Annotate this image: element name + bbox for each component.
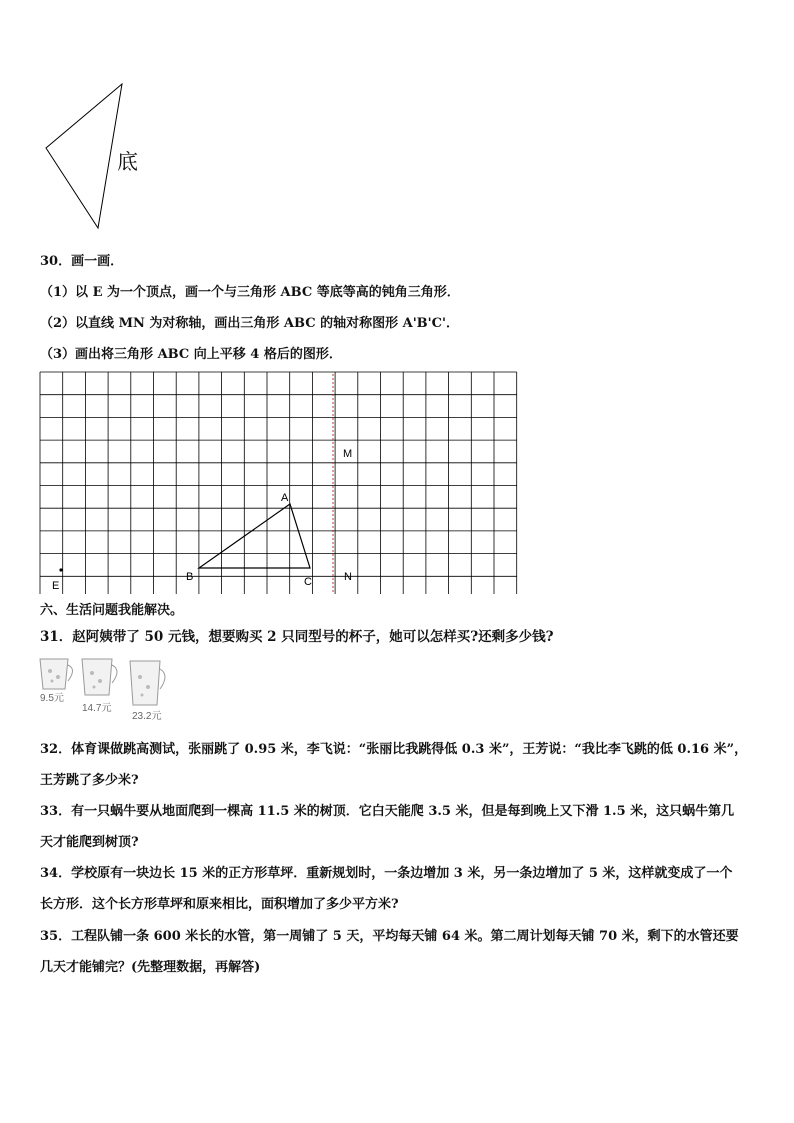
cup-1 xyxy=(40,659,73,689)
q30-item-1: （1）以 E 为一个顶点，画一个与三角形 ABC 等底等高的钝角三角形． xyxy=(40,285,460,300)
label-c: C xyxy=(304,576,312,588)
q33-line-2: 天才能爬到树顶? xyxy=(40,835,139,850)
q35-line-1: 35．工程队铺一条 600 米长的水管，第一周铺了 5 天，平均每天铺 64 米。第二周计划每天铺 70 米，剩下的水管还要 xyxy=(40,929,739,944)
label-m: M xyxy=(343,448,353,460)
q30-title: 30．画一画． xyxy=(40,254,124,269)
q34-line-1: 34．学校原有一块边长 15 米的正方形草坪．重新规划时，一条边增加 3 米，另一条边增加了 5 米，这样就变成了一个 xyxy=(40,866,733,881)
q32-line-1: 32．体育课做跳高测试，张丽跳了 0.95 米，李飞说：“张丽比我跳得低 0.3 米”，王芳说：“我比李飞跳的低 0.16 米”， xyxy=(40,742,748,757)
q33-line-1: 33．有一只蜗牛要从地面爬到一棵高 11.5 米的树顶．它白天能爬 3.5 米，但是每到晚上又下滑 1.5 米，这只蜗牛第几 xyxy=(40,804,735,819)
point-e xyxy=(59,568,62,571)
top-triangle xyxy=(46,84,122,228)
label-n: N xyxy=(344,571,352,583)
cup-2 xyxy=(82,659,117,695)
grid-lines xyxy=(40,372,517,594)
q30-item-2: （2）以直线 MN 为对称轴，画出三角形 ABC 的轴对称图形 A'B'C'． xyxy=(40,316,459,331)
drawing-grid xyxy=(38,370,520,594)
label-a: A xyxy=(281,492,289,504)
cup-3-price: 23.2元 xyxy=(132,711,162,722)
q34-line-2: 长方形．这个长方形草坪和原来相比，面积增加了多少平方米? xyxy=(40,897,399,912)
cup-3 xyxy=(130,661,165,705)
label-b: B xyxy=(186,571,194,583)
cup-1-price: 9.5元 xyxy=(40,693,64,704)
top-triangle-label: 底 xyxy=(117,150,138,174)
q30-item-3: （3）画出将三角形 ABC 向上平移 4 格后的图形． xyxy=(40,347,342,362)
cups-figure xyxy=(36,653,186,723)
label-e: E xyxy=(52,580,60,592)
q35-line-2: 几天才能铺完？(先整理数据，再解答) xyxy=(40,960,261,975)
section-6-title: 六、生活问题我能解决。 xyxy=(40,603,184,618)
cup-2-price: 14.7元 xyxy=(82,703,112,714)
triangle-abc xyxy=(199,504,310,568)
q31-text: 31．赵阿姨带了 50 元钱，想要购买 2 只同型号的杯子，她可以怎样买?还剩多少钱? xyxy=(40,629,554,645)
q32-line-2: 王芳跳了多少米? xyxy=(40,773,139,788)
